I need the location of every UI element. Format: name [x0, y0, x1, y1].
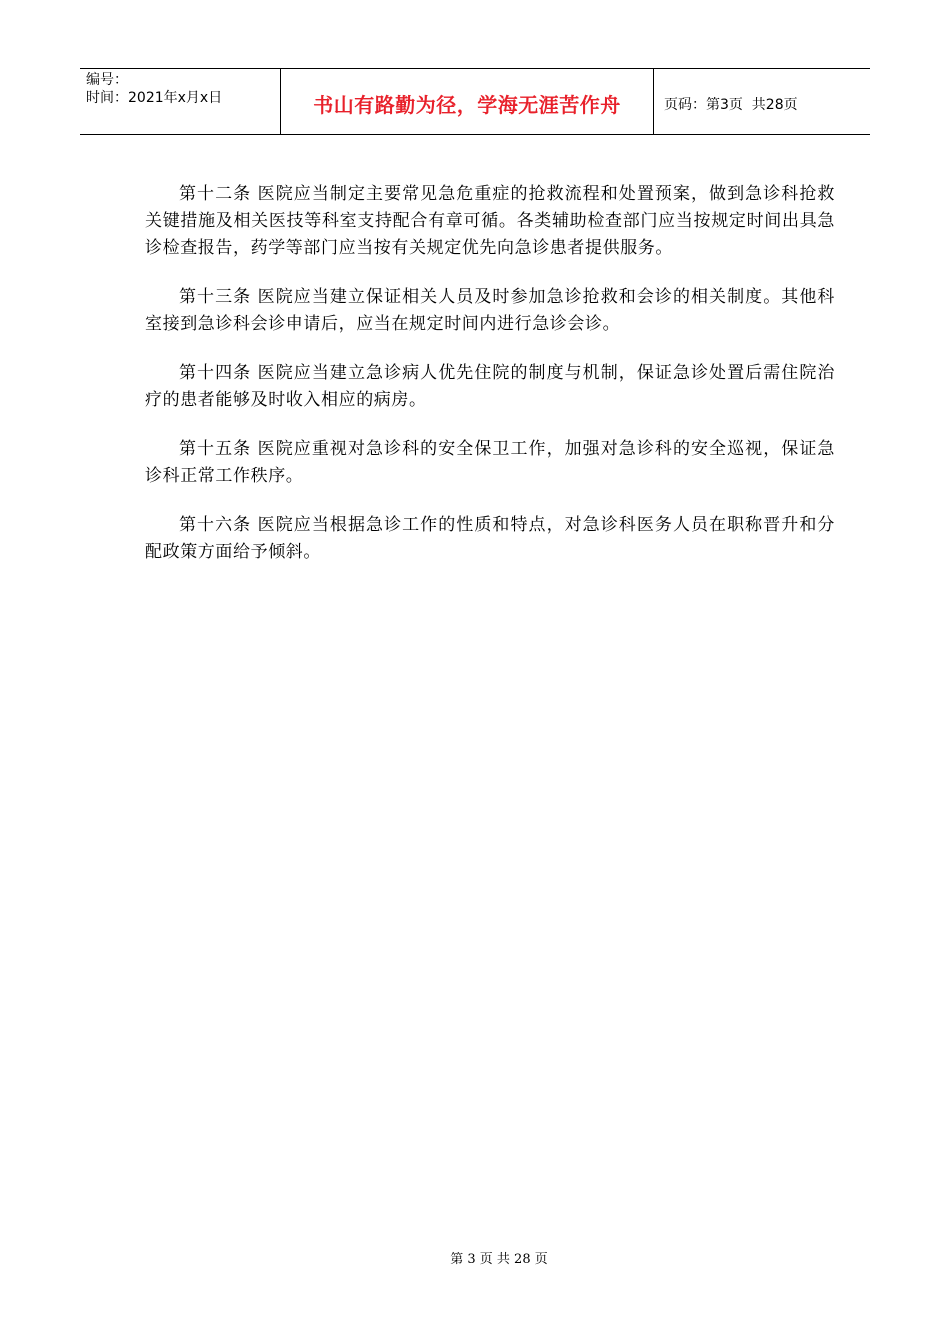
- article-14: 第十四条 医院应当建立急诊病人优先住院的制度与机制，保证急诊处置后需住院治疗的患者能够及时收入相应的病房。: [145, 363, 835, 410]
- article-15: 第十五条 医院应重视对急诊科的安全保卫工作，加强对急诊科的安全巡视，保证急诊科正常工作秩序。: [145, 439, 835, 486]
- header-meta: [80, 69, 281, 134]
- document-body: [145, 181, 835, 588]
- document-number-label: 编号：: [86, 72, 128, 88]
- article-12: 第十二条 医院应当制定主要常见急危重症的抢救流程和处置预案，做到急诊科抢救关键措施及相关医技等科室支持配合有章可循。各类辅助检查部门应当按规定时间出具急诊检查报告，药学等部门应当按有关规定优先向急诊患者提供服务。: [145, 184, 835, 258]
- article-16: 第十六条 医院应当根据急诊工作的性质和特点，对急诊科医务人员在职称晋升和分配政策方面给予倾斜。: [145, 515, 835, 562]
- article-13: 第十三条 医院应当建立保证相关人员及时参加急诊抢救和会诊的相关制度。其他科室接到急诊科会诊申请后，应当在规定时间内进行急诊会诊。: [145, 287, 835, 334]
- page-footer: 第 3 页 共 28 页: [450, 1252, 548, 1267]
- document-date: 时间：2021年x月x日: [86, 90, 223, 106]
- page-header: [80, 68, 870, 135]
- header-page-info: 页码：第3页 共28页: [664, 96, 798, 113]
- header-motto: 书山有路勤为径，学海无涯苦作舟: [281, 69, 654, 134]
